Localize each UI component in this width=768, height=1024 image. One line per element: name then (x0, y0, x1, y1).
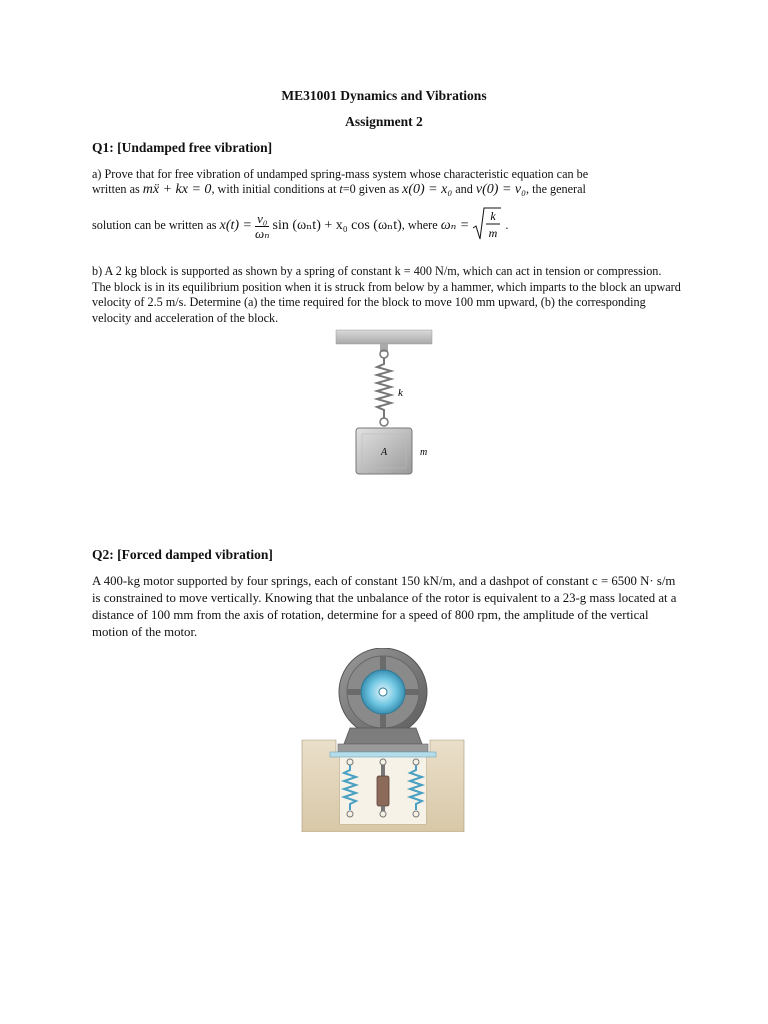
v0-over-omega-fraction (255, 212, 269, 241)
period: . (505, 217, 509, 232)
q1-part-a-line2 (92, 182, 586, 198)
mass-label: m (420, 447, 428, 458)
q2-heading: Q2: [Forced damped vibration] (92, 547, 273, 562)
t0-text: =0 given as (342, 182, 400, 196)
assignment-title: Assignment 2 (345, 114, 423, 129)
course-title: ME31001 Dynamics and Vibrations (281, 88, 487, 103)
dashpot-bottom-rod (381, 806, 385, 811)
support-beam (330, 752, 436, 757)
mounting-plate (338, 744, 428, 752)
fraction-numerator: v₀ (255, 212, 269, 227)
initial-condition-v: v(0) = v₀ (475, 182, 526, 197)
ceiling-support (336, 330, 432, 344)
bottom-hook-icon (380, 418, 388, 426)
sqrt-denominator: m (488, 226, 498, 240)
solution-intro: solution can be written as (92, 217, 217, 232)
fraction-denominator: ωₙ (255, 225, 270, 241)
sqrt-numerator: k (490, 209, 496, 223)
initial-condition-x: x(0) = x₀ (402, 182, 453, 197)
spring-mass-figure (330, 328, 450, 478)
block-label: A (380, 447, 388, 458)
q2-body: A 400-kg motor supported by four springs, each of constant 150 kN/m, and a dashpot of constant c = 6500 N· s/m is constrained to move vertically. Knowing that the unbalance of the rotor is equivalent to a 23-g mass located at a distance of 100 mm from the axis of rotation, determine for a speed of 800 rpm, the amplitude of the vertical motion of the motor. (92, 574, 677, 639)
rotor-axis-icon (379, 688, 387, 696)
with-ic-text: , with initial conditions at (211, 182, 337, 196)
spring-icon (377, 358, 391, 418)
q1-solution-line (92, 206, 508, 246)
solution-rhs: sin (ωₙt) + x₀ cos (ωₙt) (272, 217, 402, 233)
spring-label: k (398, 387, 403, 399)
q1-part-a-line1: a) Prove that for free vibration of undamped spring-mass system whose characteristic equation can be (92, 167, 589, 181)
characteristic-equation: mẍ + kx = 0 (142, 182, 212, 197)
q1-part-b: b) A 2 kg block is supported as shown by a spring of constant k = 400 N/m, which can act in tension or compression. The block is in its equilibrium position when it is struck from below by a hammer, which imparts to the block an upward velocity of 2.5 m/s. Determine (a) the time required for the block to move 100 mm upward, (b) the corresponding velocity and acceleration of the block. (92, 264, 681, 325)
motor-base (344, 728, 422, 744)
written-as-text: written as (92, 182, 140, 196)
general-text: , the general (526, 182, 586, 196)
t-symbol: t (339, 182, 343, 196)
motor-figure (300, 648, 466, 832)
and-text: and (455, 182, 473, 196)
q1-heading: Q1: [Undamped free vibration] (92, 140, 273, 155)
where-text: , where (401, 217, 438, 232)
solution-lhs: x(t) = (219, 217, 252, 233)
omega-n-lhs: ωₙ = (440, 217, 470, 233)
sqrt-icon (472, 206, 502, 242)
dashpot-rod (381, 765, 385, 777)
sqrt-k-over-m (472, 206, 502, 246)
dashpot-icon (377, 776, 389, 806)
